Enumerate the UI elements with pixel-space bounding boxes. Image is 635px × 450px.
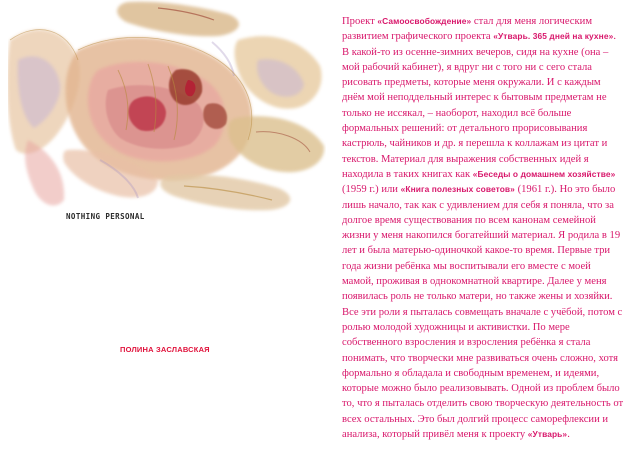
article-paragraph bbox=[342, 14, 624, 442]
project-title-utensils-365-days: «Утварь. 365 дней на кухне» bbox=[493, 31, 614, 42]
article-text-segment: (1961 г.). Но это было лишь начало, так как с удивлением для себя я поняла, что за долгое время существования по всем канонам семейной жизни у меня накопился богатейший материал. Я родила в 19 лет и была матерью-одиночкой какое-то время. Первые три года жизни ребёнка мы воспитывали его вместе с моей мамой, проживая в однокомнатной квартире. Далее у меня появилась роль не только матери, но также жены и хозяйки. Все эти роли я пыталась совмещать вначале с учёбой, потом с ролью молодой художницы и активистки. По мере собственного взросления и взросления ребёнка я стала понимать, что творчески мне развиваться очень сложно, хотя формально я обладала и свободным временем, и идеями, которые можно было реализовывать. Одной из проблем было то, что я пыталась отделить свою творческую деятельность от всех остальных. Это был долгий процесс саморефлексии и анализа, который привёл меня к проекту bbox=[342, 184, 624, 441]
article-text-segment: стал для меня логическим развитием графического проекта bbox=[342, 16, 593, 43]
poultry-carcass-painting bbox=[8, 0, 326, 232]
article-text bbox=[342, 14, 624, 442]
illustration-caption: NOTHING PERSONAL bbox=[66, 212, 145, 221]
project-title-utensils: «Утварь» bbox=[527, 429, 568, 440]
book-title-household-talks: «Беседы о домашнем хозяйстве» bbox=[472, 168, 616, 179]
article-text-segment: . bbox=[567, 429, 570, 441]
author-name: ПОЛИНА ЗАСЛАВСКАЯ bbox=[120, 345, 210, 354]
article-text-segment: Проект bbox=[342, 16, 378, 27]
watercolor-illustration bbox=[8, 0, 326, 232]
project-title-self-liberation: «Самоосвобождение» bbox=[377, 16, 472, 26]
book-title-useful-tips: «Книга полезных советов» bbox=[400, 184, 515, 195]
article-text-segment: (1959 г.) или bbox=[342, 184, 401, 196]
article-text-segment: . В какой-то из осенне-зимних вечеров, сидя на кухне (она – мой рабочий кабинет), я вдруг ни с того ни с сего стала рисовать предметы, которые меня окружали. И с каждым днём мой неподдельный интерес к бытовым предметам не только не иссякал, – наоборот, находил всё больше формальных решений: от детального прорисовывания кастрюль, чайников и др. я перешла к коллажам из цитат и текстов. Материал для выражения собственных идей я находила в таких книгах как bbox=[342, 31, 617, 180]
